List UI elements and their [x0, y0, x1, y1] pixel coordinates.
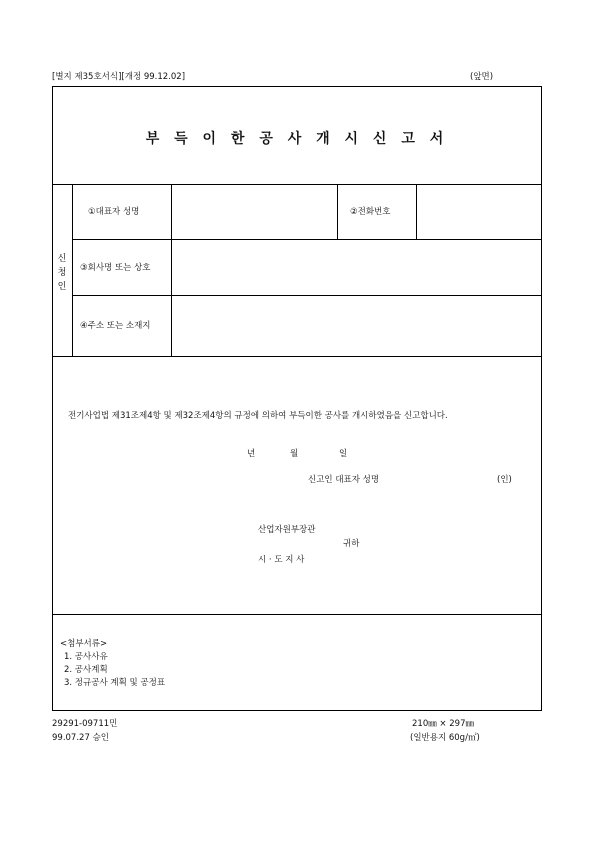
phone-label: ②전화번호: [350, 207, 391, 217]
reporter-name-field[interactable]: [398, 472, 493, 488]
date-year-label: 년: [247, 449, 256, 459]
date-day-label: 일: [339, 449, 348, 459]
attachment-item: 2. 공사계획: [64, 665, 108, 675]
address-label: ④주소 또는 소재지: [80, 321, 151, 331]
title-divider: [52, 184, 542, 185]
page-side-label: (앞면): [470, 72, 494, 82]
company-label: ③회사명 또는 상호: [80, 263, 151, 273]
section-column-divider: [72, 184, 73, 356]
form-number: [별지 제35호서식][개정 99.12.02]: [52, 72, 186, 82]
body-divider: [52, 614, 542, 615]
attachments-heading: <첨부서류>: [60, 639, 108, 649]
rep-name-field[interactable]: [173, 186, 335, 237]
seal-mark: (인): [497, 475, 512, 485]
phone-field[interactable]: [418, 186, 540, 237]
statement-text: 전기사업법 제31조제4항 및 제32조제4항의 규정에 의하여 부득이한 공사를 개시하였음을 신고합니다.: [68, 411, 448, 421]
row-divider-2: [72, 295, 542, 296]
rep-name-label: ①대표자 성명: [88, 207, 140, 217]
reporter-label: 신고인 대표자 성명: [308, 475, 380, 485]
applicant-divider: [52, 356, 542, 357]
addressee-suffix: 귀하: [343, 539, 360, 549]
address-field[interactable]: [173, 297, 540, 354]
report-form: [52, 86, 542, 711]
attachment-item: 1. 공사사유: [64, 652, 108, 662]
row-divider-1: [72, 239, 542, 240]
form-title: 부 득 이 한 공 사 개 시 신 고 서: [145, 131, 449, 147]
phone-label-right-divider: [416, 184, 417, 239]
addressee-minister: 산업자원부장관: [258, 525, 316, 535]
paper-weight: (일반용지 60g/㎡): [410, 733, 480, 743]
company-field[interactable]: [173, 241, 540, 293]
form-code: 29291-09711민: [52, 719, 118, 729]
addressee-governor: 시 · 도 지 사: [258, 555, 305, 565]
applicant-section-label: 신 청 인: [57, 254, 67, 292]
date-month-label: 월: [290, 449, 299, 459]
paper-size: 210㎜ × 297㎜: [412, 719, 474, 729]
phone-label-left-divider: [337, 184, 338, 239]
label-column-divider: [171, 184, 172, 356]
attachment-item: 3. 정규공사 계획 및 공정표: [64, 678, 166, 688]
approval-date: 99.07.27 승인: [52, 733, 109, 743]
